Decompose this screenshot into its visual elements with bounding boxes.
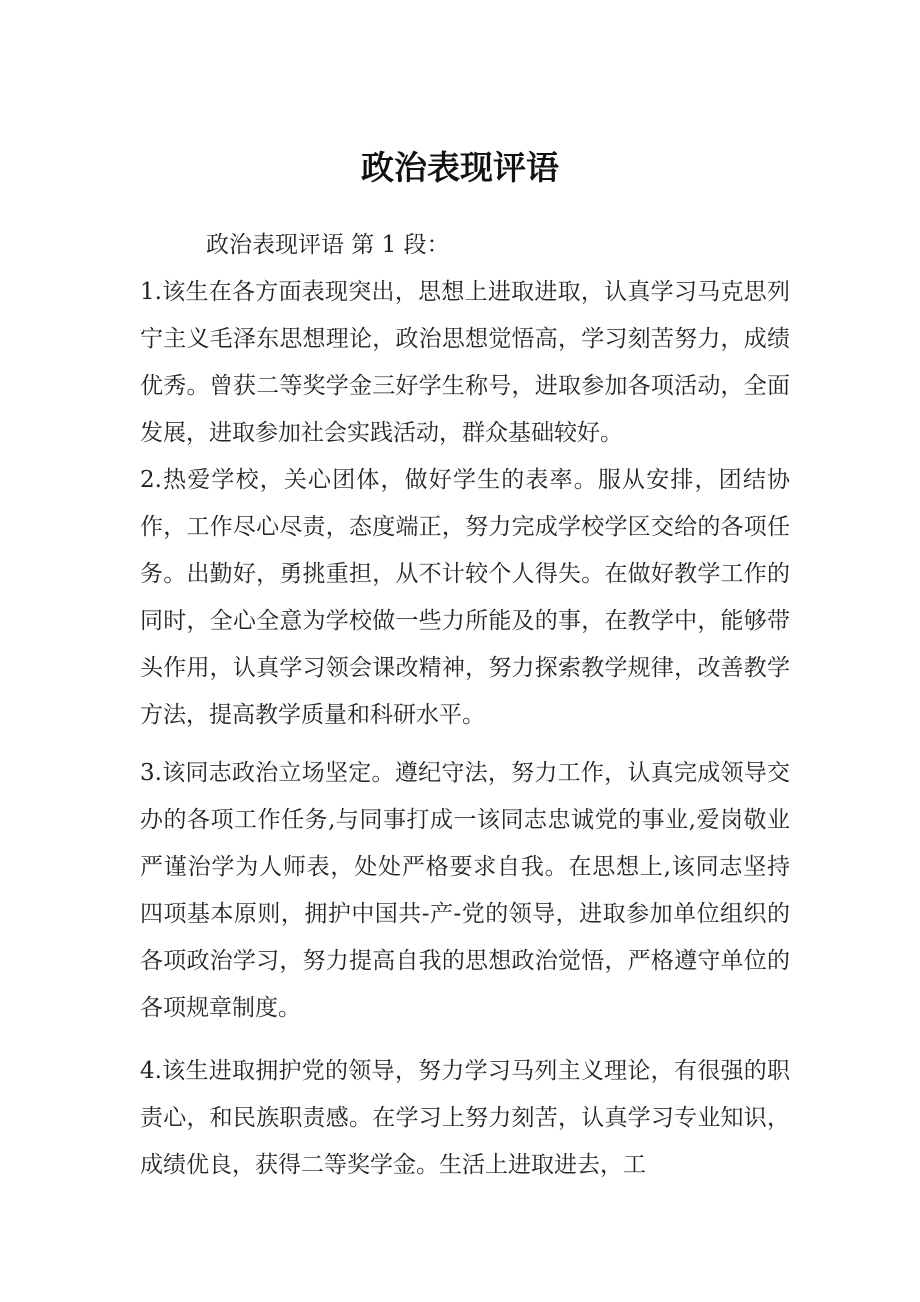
paragraph-2: 2.热爱学校，关心团体，做好学生的表率。服从安排，团结协作，工作尽心尽责，态度端正，努力完成学校学区交给的各项任务。出勤好，勇挑重担，从不计较个人得失。在做好教学工作的同时，全心全意为学校做一些力所能及的事，在教学中，能够带头作用，认真学习领会课改精神，努力探索教学规律，改善教学方法，提高教学质量和科研水平。 xyxy=(140,467,790,728)
paragraph-1: 1.该生在各方面表现突出，思想上进取进取，认真学习马克思列宁主义毛泽东思想理论，政治思想觉悟高，学习刻苦努力，成绩优秀。曾获二等奖学金三好学生称号，进取参加各项活动，全面发展，进取参加社会实践活动，群众基础较好。 xyxy=(140,279,790,446)
paragraph-3: 3.该同志政治立场坚定。遵纪守法，努力工作，认真完成领导交办的各项工作任务,与同事打成一该同志忠诚党的事业,爱岗敬业严谨治学为人师表，处处严格要求自我。在思想上,该同志坚持四项基本原则，拥护中国共-产-党的领导，进取参加单位组织的各项政治学习，努力提高自我的思想政治觉悟，严格遵守单位的各项规章制度。 xyxy=(140,760,790,1021)
section-subtitle: 政治表现评语 第 1 段： xyxy=(206,232,450,258)
document-body xyxy=(140,222,790,1189)
paragraph-4: 4.该生进取拥护党的领导，努力学习马列主义理论，有很强的职责心，和民族职责感。在学习上努力刻苦，认真学习专业知识，成绩优良，获得二等奖学金。生活上进取进去，工 xyxy=(140,1058,790,1178)
document-title: 政治表现评语 xyxy=(361,148,559,187)
